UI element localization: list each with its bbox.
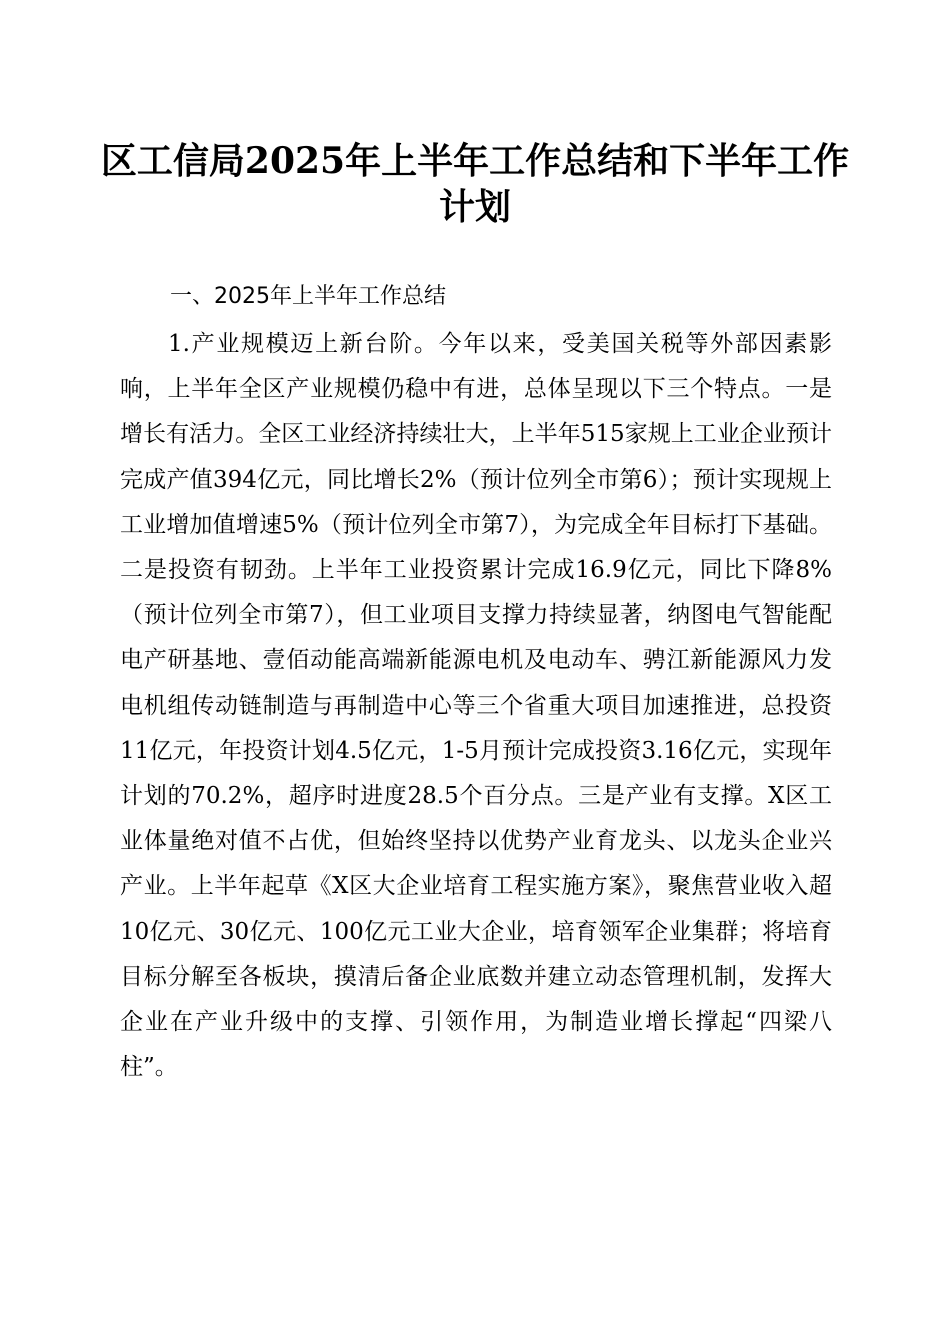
body-paragraph-industry-scale: 1.产业规模迈上新台阶。今年以来，受美国关税等外部因素影响，上半年全区产业规模仍稳中有进，总体呈现以下三个特点。一是增长有活力。全区工业经济持续壮大，上半年515家规上工业企业预计完成产值394亿元，同比增长2%（预计位列全市第6）；预计实现规上工业增加值增速5%（预计位列全市第7），为完成全年目标打下基础。二是投资有韧劲。上半年工业投资累计完成16.9亿元，同比下降8%（预计位列全市第7），但工业项目支撑力持续显著，纳图电气智能配电产研基地、壹佰动能高端新能源电机及电动车、骋江新能源风力发电机组传动链制造与再制造中心等三个省重大项目加速推进，总投资11亿元，年投资计划4.5亿元，1-5月预计完成投资3.16亿元，实现年计划的70.2%，超序时进度28.5个百分点。三是产业有支撑。X区工业体量绝对值不占优，但始终坚持以优势产业育龙头、以龙头企业兴产业。上半年起草《X区大企业培育工程实施方案》，聚焦营业收入超10亿元、30亿元、100亿元工业大企业，培育领军企业集群；将培育目标分解至各板块，摸清后备企业底数并建立动态管理机制，发挥大企业在产业升级中的支撑、引领作用，为制造业增长撑起“四梁八柱”。 [120, 331, 832, 1081]
document-title: 区工信局2025年上半年工作总结和下半年工作计划 [100, 140, 850, 228]
section-heading-first-half-summary: 一、2025年上半年工作总结 [170, 284, 446, 309]
